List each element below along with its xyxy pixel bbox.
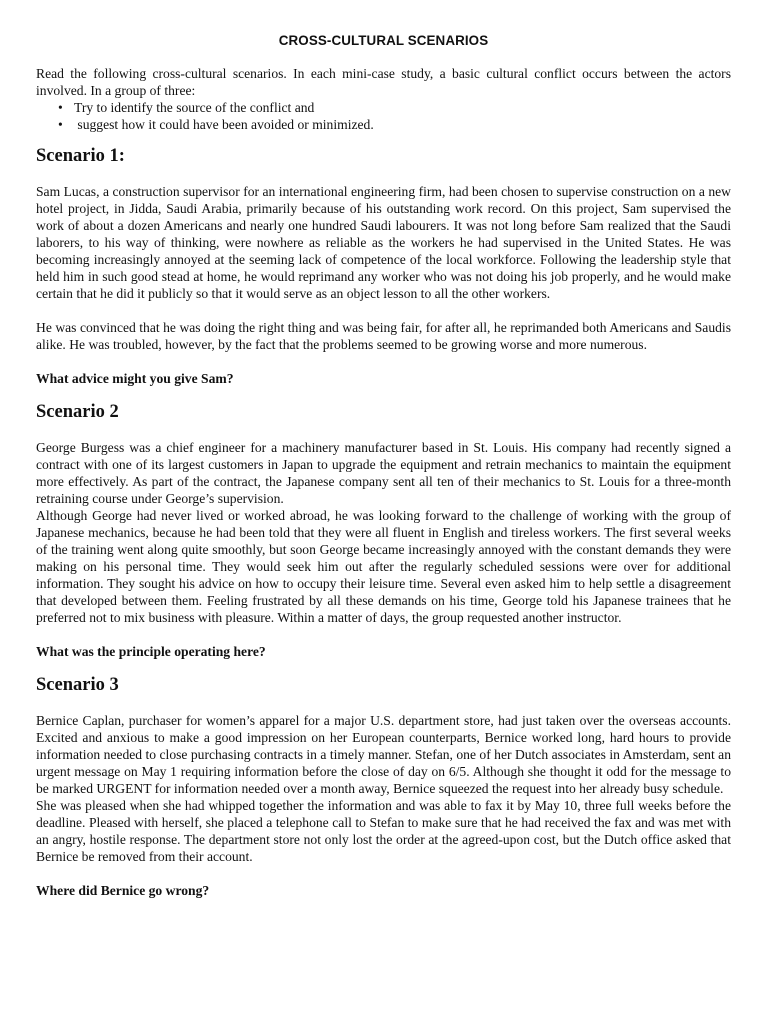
- scenario-3-paragraph: She was pleased when she had whipped together the information and was able to fax it by May 10, three full weeks before the deadline. Pleased with herself, she placed a telephone call to Stefan to make sure that he had received the fax and was met with an angry, hostile response. The department store not only lost the order at the agreed-upon cost, but the Dutch office asked that Bernice be removed from their account.: [36, 798, 731, 864]
- document-page: [36, 32, 731, 899]
- instruction-item: • suggest how it could have been avoided or minimized.: [58, 116, 731, 133]
- scenario-1-paragraph: Sam Lucas, a construction supervisor for an international engineering firm, had been chosen to supervise construction on a new hotel project, in Jidda, Saudi Arabia, primarily because of his outstanding work record. On this project, Sam supervised the work of about a dozen Americans and nearly one hundred Saudi labourers. It was not long before Sam realized that the Saudi laborers, to his way of thinking, were nowhere as reliable as the workers he had supervised in the United States. He was becoming increasingly annoyed at the seeming lack of competence of the local workforce. Following the leadership style that held him in such good stead at home, he would reprimand any worker who was not doing his job properly, and he would make certain that he did it publicly so that it would serve as an object lesson to all the other workers.: [36, 184, 731, 301]
- scenario-2-heading: Scenario 2: [36, 402, 119, 422]
- scenario-1-question: What advice might you give Sam?: [36, 371, 234, 386]
- page-title: CROSS-CULTURAL SCENARIOS: [278, 33, 489, 48]
- scenario-1-paragraph: He was convinced that he was doing the right thing and was being fair, for after all, he reprimanded both Americans and Saudis alike. He was troubled, however, by the fact that the problems seemed to be growing worse and more numerous.: [36, 320, 731, 352]
- scenario-2-question: What was the principle operating here?: [36, 644, 266, 659]
- instruction-item: • Try to identify the source of the conflict and: [58, 99, 731, 116]
- scenario-2-paragraph: Although George had never lived or worked abroad, he was looking forward to the challenge of working with the group of Japanese mechanics, because he had been told that they were all fluent in English and tireless workers. The first several weeks of the training went along quite smoothly, but soon George became increasingly annoyed with the constant demands they were making on his personal time. They would seek him out after the regularly scheduled sessions were over for additional information. They sought his advice on how to occupy their leisure time. Several even asked him to help settle a disagreement that developed between them. Feeling frustrated by all these demands on his time, George told his Japanese trainees that he preferred not to mix business with pleasure. Within a matter of days, the group requested another instructor.: [36, 508, 731, 625]
- scenario-3-paragraph: Bernice Caplan, purchaser for women’s apparel for a major U.S. department store, had just taken over the overseas accounts. Excited and anxious to make a good impression on her European counterparts, Bernice worked long, hard hours to provide information needed to close purchasing contracts in a timely manner. Stefan, one of her Dutch associates in Amsterdam, sent an urgent message on May 1 requiring information before the close of day on 6/5. Although she thought it odd for the message to be marked URGENT for information needed over a month away, Bernice squeezed the request into her already busy schedule.: [36, 713, 731, 796]
- instruction-list: [36, 99, 731, 133]
- intro-paragraph: Read the following cross-cultural scenarios. In each mini-case study, a basic cultural conflict occurs between the actors involved. In a group of three:: [36, 66, 731, 98]
- scenario-1-heading: Scenario 1:: [36, 146, 125, 166]
- scenario-2-paragraph: George Burgess was a chief engineer for a machinery manufacturer based in St. Louis. His company had recently signed a contract with one of its largest customers in Japan to upgrade the equipment and retrain mechanics to maintain the equipment more effectively. As part of the contract, the Japanese company sent all ten of their mechanics to St. Louis for a three-month retraining course under George’s supervision.: [36, 440, 731, 506]
- scenario-3-heading: Scenario 3: [36, 675, 119, 695]
- scenario-3-question: Where did Bernice go wrong?: [36, 883, 210, 898]
